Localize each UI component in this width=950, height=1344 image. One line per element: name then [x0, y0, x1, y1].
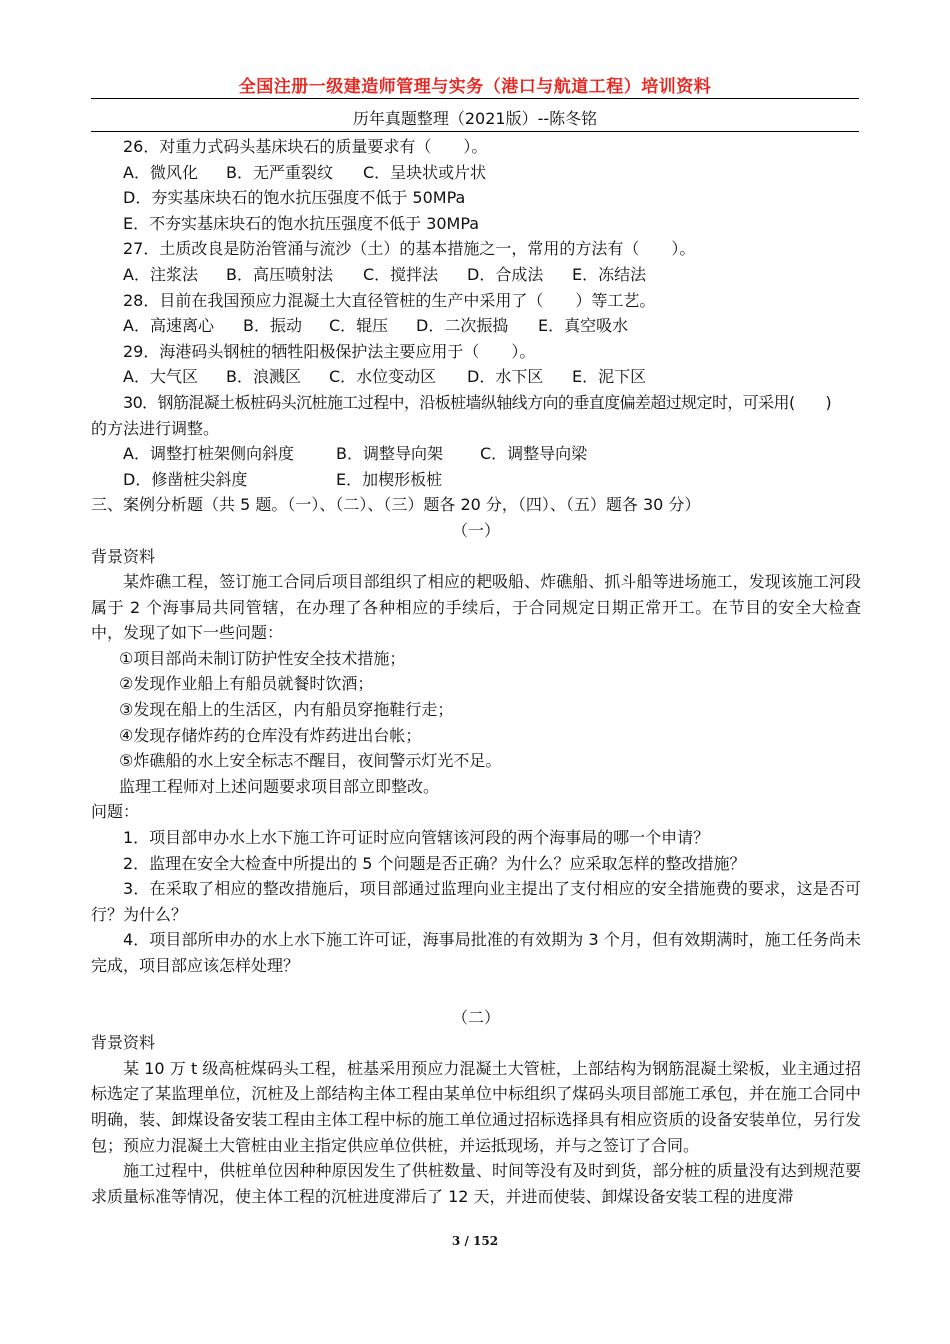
option: B．无严重裂纹: [226, 162, 333, 182]
option-line: [91, 467, 861, 493]
option: C．搅拌法: [363, 264, 439, 284]
issue-item: ③发现在船上的生活区，内有船员穿拖鞋行走；: [119, 700, 454, 720]
option: D．水下区: [467, 367, 544, 387]
questions-label: 问题：: [91, 802, 140, 822]
question-stem: 29．海港码头钢桩的牺牲阳极保护法主要应用于（ ）。: [123, 341, 536, 361]
question-stem: 28．目前在我国预应力混凝土大直径管桩的生产中采用了（ ）等工艺。: [123, 290, 656, 310]
option-line: [91, 441, 861, 467]
option: A．注浆法: [123, 264, 198, 284]
case-question: 3．在采取了相应的整改措施后，项目部通过监理向业主提出了支付相应的安全措施费的要求，这是否可行？为什么？: [91, 879, 861, 924]
option-line: E．不夯实基床块石的饱水抗压强度不低于 30MPa: [123, 213, 480, 233]
option: E．冻结法: [572, 264, 647, 284]
page-number: 3 / 152: [451, 1234, 499, 1248]
header-rule-top: [91, 98, 859, 99]
issue-item: ④发现存储炸药的仓库没有炸药进出台帐；: [119, 725, 422, 745]
spacer: [91, 979, 861, 1005]
background-paragraph: 某 10 万 t 级高桩煤码头工程，桩基采用预应力混凝土大管桩，上部结构为钢筋混凝土梁板，业主通过招标选定了某监理单位，沉桩及上部结构主体工程由某单位中标组织了煤码头项目部施工承包，并在施工合同中明确，装、卸煤设备安装工程由主体工程中标的施工单位通过招标选择具有相应资质的设备安装单位，另行发包；预应力混凝土大管桩由业主指定供应单位供桩，并运抵现场，并与之签订了合同。: [91, 1058, 861, 1155]
case-number: （二）: [451, 1007, 500, 1027]
header-rule-bottom: [91, 131, 859, 132]
background-paragraph: 施工过程中，供桩单位因种种原因发生了供桩数量、时间等没有及时到货，部分桩的质量没有达到规范要求质量标准等情况，使主体工程的沉桩进度滞后了 12 天，并进而使装、卸煤设备安装工程的进度滞: [91, 1161, 861, 1206]
case-number: （一）: [451, 520, 500, 540]
question-stem: 27．土质改良是防治管涌与流沙（土）的基本措施之一，常用的方法有（ ）。: [123, 239, 696, 259]
question-stem: 30．钢筋混凝土板桩码头沉桩施工过程中，沿板桩墙纵轴线方向的垂直度偏差超过规定时，可采用( ): [123, 392, 832, 412]
option: C．水位变动区: [329, 367, 437, 387]
option: B．振动: [243, 316, 302, 336]
option: E．加楔形板桩: [336, 469, 443, 489]
issue-item: ①项目部尚未制订防护性安全技术措施；: [119, 648, 406, 668]
option-line: [91, 313, 861, 339]
document-subtitle: 历年真题整理（2021版）--陈冬铭: [352, 109, 598, 128]
issue-item: ②发现作业船上有船员就餐时饮酒；: [119, 674, 374, 694]
option-line: D．夯实基床块石的饱水抗压强度不低于 50MPa: [123, 188, 466, 208]
document-title: 全国注册一级建造师管理与实务（港口与航道工程）培训资料: [238, 77, 712, 97]
option: A．高速离心: [123, 316, 214, 336]
issue-item: ⑤炸礁船的水上安全标志不醒目，夜间警示灯光不足。: [119, 751, 502, 771]
case-question: 4．项目部所申办的水上水下施工许可证，海事局批准的有效期为 3 个月，但有效期满时，施工任务尚未完成，项目部应该怎样处理？: [91, 930, 861, 975]
background-label: 背景资料: [91, 546, 156, 566]
option: A．大气区: [123, 367, 198, 387]
background-label: 背景资料: [91, 1033, 156, 1053]
question-stem-continued: 的方法进行调整。: [91, 418, 220, 438]
option: B．浪溅区: [226, 367, 301, 387]
option: E．真空吸水: [538, 316, 629, 336]
option: D．修凿桩尖斜度: [123, 469, 248, 489]
option: C．辊压: [329, 316, 389, 336]
option: C．呈块状或片状: [363, 162, 487, 182]
option-line: [91, 160, 861, 186]
section-heading: 三、案例分析题（共 5 题。（一）、（二）、（三）题各 20 分，（四）、（五）题各 30 分）: [91, 495, 701, 515]
option-line: [91, 262, 861, 288]
case-question: 2．监理在安全大检查中所提出的 5 个问题是否正确？为什么？应采取怎样的整改措施？: [123, 853, 746, 873]
option: C．调整导向梁: [480, 444, 588, 464]
option: A．调整打桩架侧向斜度: [123, 444, 294, 464]
option: B．调整导向架: [336, 444, 443, 464]
option: D．合成法: [467, 264, 544, 284]
document-body: [91, 134, 861, 1209]
option: B．高压喷射法: [226, 264, 333, 284]
question-stem: 26．对重力式码头基床块石的质量要求有（ ）。: [123, 137, 488, 156]
case-question: 1．项目部申办水上水下施工许可证时应向管辖该河段的两个海事局的哪一个申请？: [123, 828, 710, 848]
option: A．微风化: [123, 162, 198, 182]
option-line: [91, 364, 861, 390]
supervisor-note: 监理工程师对上述问题要求项目部立即整改。: [119, 776, 440, 796]
background-paragraph: 某炸礁工程，签订施工合同后项目部组织了相应的耙吸船、炸礁船、抓斗船等进场施工，发现该施工河段属于 2 个海事局共同管辖，在办理了各种相应的手续后，于合同规定日期正常开工。在节目的安全大检查中，发现了如下一些问题：: [91, 572, 861, 643]
option: D．二次振捣: [416, 316, 509, 336]
option: E．泥下区: [572, 367, 647, 387]
